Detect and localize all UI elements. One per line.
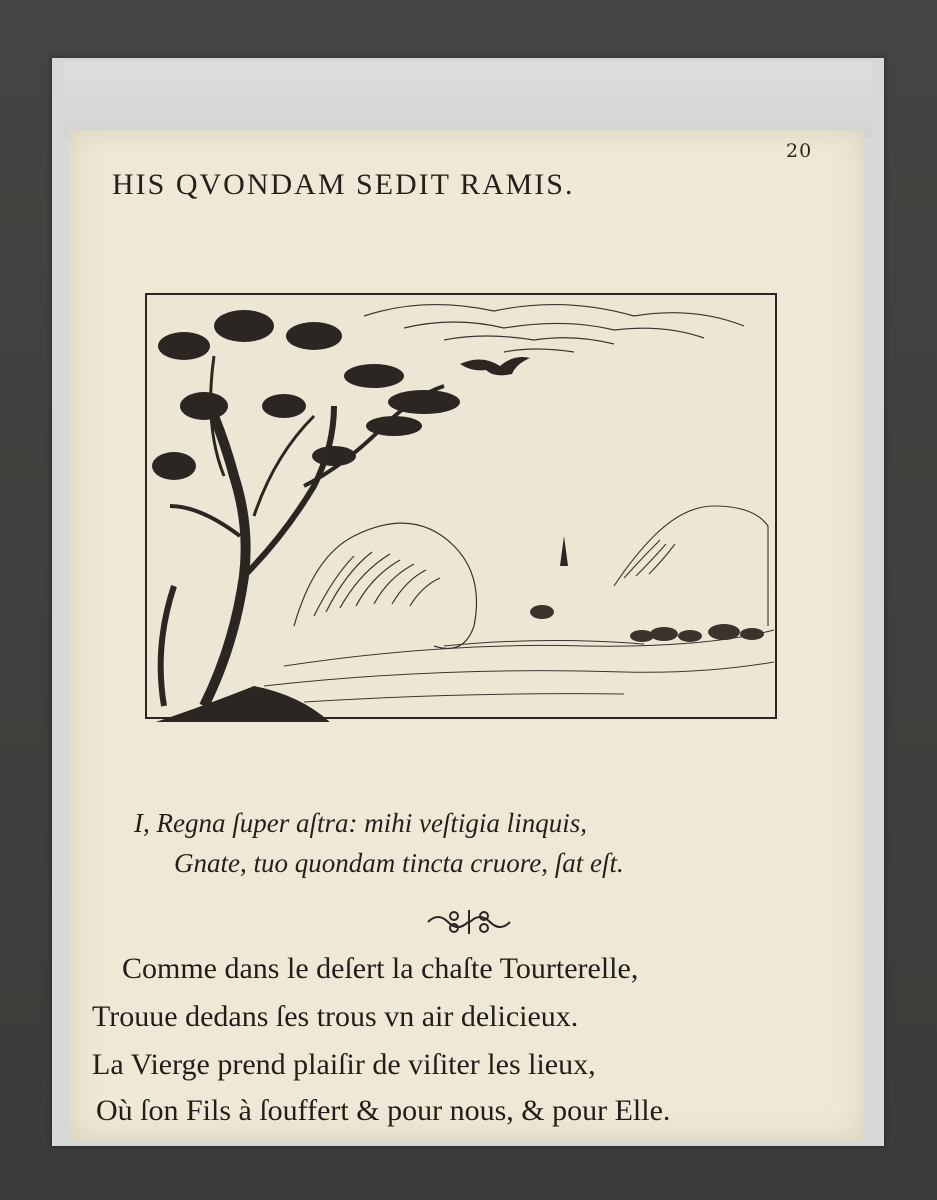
page-number: 20	[786, 140, 813, 162]
fleuron-icon	[424, 904, 514, 940]
fleuron-ornament	[424, 904, 514, 940]
french-verse-line-3: La Vierge prend plaiſir de viſiter les lieux,	[92, 1048, 596, 1081]
engraving-illustration	[144, 286, 778, 722]
engraving-plate	[144, 286, 778, 722]
french-verse-line-1: Comme dans le deſert la chaſte Tourterelle,	[122, 952, 639, 985]
french-verse-line-4: Où ſon Fils à ſouffert & pour nous, & pour Elle.	[96, 1094, 671, 1127]
tissue-hinge	[64, 62, 872, 138]
french-verse-line-2: Trouue dedans ſes trous vn air delicieux.	[92, 1000, 579, 1033]
latin-verse-line-2: Gnate, tuo quondam tincta cruore, ſat eſt.	[174, 848, 624, 878]
page-title: HIS QVONDAM SEDIT RAMIS.	[112, 168, 575, 201]
latin-verse-line-1: I, Regna ſuper aſtra: mihi veſtigia linquis,	[134, 808, 587, 838]
